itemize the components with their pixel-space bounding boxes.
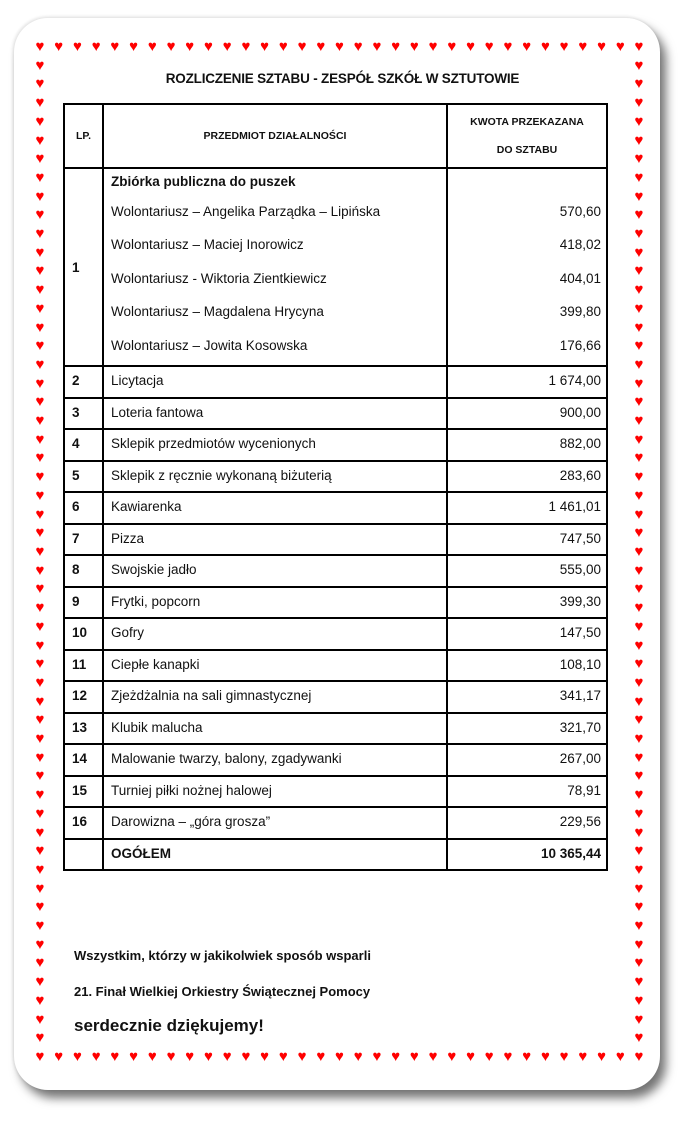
header-amount-line1: KWOTA PRZEKAZANA bbox=[470, 116, 584, 128]
heart-icon: ♥ bbox=[634, 599, 644, 617]
row-amount: 283,60 bbox=[447, 461, 607, 493]
heart-icon: ♥ bbox=[634, 243, 644, 261]
row-description: Ciepłe kanapki bbox=[103, 650, 447, 682]
row-lp: 10 bbox=[64, 618, 103, 650]
heart-icon: ♥ bbox=[35, 131, 45, 149]
heart-icon: ♥ bbox=[110, 1048, 120, 1065]
heart-icon: ♥ bbox=[634, 393, 644, 411]
heart-icon: ♥ bbox=[353, 38, 363, 55]
heart-icon: ♥ bbox=[466, 38, 475, 55]
heart-icon: ♥ bbox=[634, 673, 644, 691]
row-description: Loteria fantowa bbox=[103, 398, 447, 430]
heart-icon: ♥ bbox=[147, 1048, 157, 1065]
heart-icon: ♥ bbox=[129, 1048, 139, 1065]
heart-icon: ♥ bbox=[35, 187, 45, 205]
heart-icon: ♥ bbox=[35, 917, 45, 935]
thanks-line-2: 21. Finał Wielkiej Orkiestry Świątecznej Pomocy bbox=[74, 984, 371, 999]
row-lp: 16 bbox=[64, 807, 103, 839]
heart-icon: ♥ bbox=[634, 730, 644, 748]
heart-icon: ♥ bbox=[391, 1048, 401, 1065]
row-description: Turniej piłki nożnej halowej bbox=[103, 776, 447, 808]
heart-icon: ♥ bbox=[634, 917, 644, 935]
heart-icon: ♥ bbox=[35, 786, 45, 804]
heart-icon: ♥ bbox=[634, 823, 644, 841]
heart-icon: ♥ bbox=[35, 991, 45, 1009]
heart-icon: ♥ bbox=[634, 206, 644, 224]
heart-icon: ♥ bbox=[634, 337, 644, 355]
heart-icon: ♥ bbox=[634, 486, 644, 504]
heart-icon: ♥ bbox=[129, 38, 139, 55]
heart-icon: ♥ bbox=[447, 38, 457, 55]
row-lp: 3 bbox=[64, 398, 103, 430]
heart-icon: ♥ bbox=[634, 374, 644, 392]
heart-icon: ♥ bbox=[222, 1048, 232, 1065]
heart-icon: ♥ bbox=[35, 56, 45, 74]
table-header bbox=[64, 104, 607, 168]
row-amount: 321,70 bbox=[447, 713, 607, 745]
header-amount bbox=[447, 104, 607, 168]
heart-icon: ♥ bbox=[204, 38, 213, 55]
table-row bbox=[64, 555, 607, 587]
header-lp: LP. bbox=[64, 104, 103, 168]
heart-icon: ♥ bbox=[35, 524, 45, 542]
heart-icon: ♥ bbox=[72, 1048, 82, 1065]
row-amount: 147,50 bbox=[447, 618, 607, 650]
row-description bbox=[103, 168, 447, 366]
heart-icon: ♥ bbox=[634, 617, 644, 635]
row-lp: 5 bbox=[64, 461, 103, 493]
heart-icon: ♥ bbox=[222, 38, 232, 55]
heart-icon: ♥ bbox=[634, 505, 644, 523]
heart-icon: ♥ bbox=[35, 449, 45, 467]
heart-icon: ♥ bbox=[335, 1048, 344, 1065]
heart-icon: ♥ bbox=[634, 804, 644, 822]
heart-icon: ♥ bbox=[634, 954, 644, 972]
heart-icon: ♥ bbox=[35, 711, 45, 729]
heart-icon: ♥ bbox=[372, 1048, 382, 1065]
group-heading: Zbiórka publiczna do puszek bbox=[111, 174, 296, 189]
volunteer-amount: 418,02 bbox=[559, 237, 601, 253]
heart-icon: ♥ bbox=[316, 1048, 326, 1065]
heart-icon: ♥ bbox=[634, 225, 644, 243]
heart-icon: ♥ bbox=[634, 991, 644, 1009]
row-amount: 882,00 bbox=[447, 429, 607, 461]
heart-icon: ♥ bbox=[484, 38, 494, 55]
heart-icon: ♥ bbox=[35, 355, 45, 373]
heart-icon: ♥ bbox=[634, 973, 644, 991]
heart-icon: ♥ bbox=[353, 1048, 363, 1065]
heart-icon: ♥ bbox=[522, 1048, 532, 1065]
heart-icon: ♥ bbox=[35, 879, 45, 897]
total-amount: 10 365,44 bbox=[447, 839, 607, 871]
heart-icon: ♥ bbox=[634, 879, 644, 897]
row-lp: 13 bbox=[64, 713, 103, 745]
heart-icon: ♥ bbox=[634, 1029, 644, 1047]
volunteer-amount: 404,01 bbox=[559, 270, 601, 286]
heart-icon: ♥ bbox=[578, 1048, 588, 1065]
heart-icon: ♥ bbox=[35, 1029, 45, 1047]
settlement-table bbox=[63, 103, 608, 871]
heart-icon: ♥ bbox=[634, 580, 644, 598]
total-lp bbox=[64, 839, 103, 871]
row-lp: 4 bbox=[64, 429, 103, 461]
heart-icon: ♥ bbox=[540, 38, 550, 55]
heart-icon: ♥ bbox=[634, 543, 644, 560]
heart-icon: ♥ bbox=[35, 262, 45, 280]
heart-icon: ♥ bbox=[372, 38, 382, 55]
heart-icon: ♥ bbox=[166, 38, 176, 55]
row-description: Kawiarenka bbox=[103, 492, 447, 524]
table-row bbox=[64, 398, 607, 430]
row-lp: 12 bbox=[64, 681, 103, 713]
heart-icon: ♥ bbox=[91, 1048, 101, 1065]
heart-icon: ♥ bbox=[316, 38, 326, 55]
heart-icon: ♥ bbox=[35, 898, 45, 916]
heart-icon: ♥ bbox=[634, 75, 644, 93]
row-amount: 900,00 bbox=[447, 398, 607, 430]
row-amount: 78,91 bbox=[447, 776, 607, 808]
row-description: Pizza bbox=[103, 524, 447, 556]
total-label: OGÓŁEM bbox=[103, 839, 447, 871]
row-description: Malowanie twarzy, balony, zgadywanki bbox=[103, 744, 447, 776]
heart-icon: ♥ bbox=[35, 1048, 45, 1065]
heart-icon: ♥ bbox=[634, 636, 644, 654]
heart-icon: ♥ bbox=[597, 38, 607, 55]
heart-icon: ♥ bbox=[278, 38, 288, 55]
row-lp: 2 bbox=[64, 366, 103, 398]
heart-icon: ♥ bbox=[484, 1048, 494, 1065]
heart-icon: ♥ bbox=[35, 38, 45, 55]
heart-icon: ♥ bbox=[35, 112, 45, 130]
heart-icon: ♥ bbox=[35, 954, 45, 972]
heart-icon: ♥ bbox=[634, 430, 644, 448]
heart-icon: ♥ bbox=[578, 38, 588, 55]
heart-icon: ♥ bbox=[54, 38, 64, 55]
heart-icon: ♥ bbox=[634, 449, 644, 467]
heart-icon: ♥ bbox=[35, 150, 45, 168]
heart-icon: ♥ bbox=[634, 56, 644, 74]
heart-icon: ♥ bbox=[91, 38, 101, 55]
volunteer-name: Wolontariusz – Magdalena Hrycyna bbox=[111, 304, 324, 320]
row-description: Sklepik przedmiotów wycenionych bbox=[103, 429, 447, 461]
heart-icon: ♥ bbox=[634, 711, 644, 729]
volunteer-name: Wolontariusz – Jowita Kosowska bbox=[111, 337, 308, 353]
heart-icon: ♥ bbox=[185, 1048, 195, 1065]
row-description: Zjeżdżalnia na sali gimnastycznej bbox=[103, 681, 447, 713]
row-lp: 6 bbox=[64, 492, 103, 524]
heart-icon: ♥ bbox=[241, 1048, 251, 1065]
volunteer-amount: 399,80 bbox=[559, 304, 601, 320]
heart-icon: ♥ bbox=[35, 673, 45, 691]
heart-icon: ♥ bbox=[634, 299, 644, 317]
heart-icon: ♥ bbox=[634, 898, 644, 916]
table-row bbox=[64, 618, 607, 650]
heart-icon: ♥ bbox=[540, 1048, 550, 1065]
heart-icon: ♥ bbox=[35, 337, 45, 355]
heart-icon: ♥ bbox=[297, 1048, 307, 1065]
heart-icon: ♥ bbox=[409, 38, 419, 55]
table-row bbox=[64, 776, 607, 808]
heart-icon: ♥ bbox=[35, 935, 45, 953]
heart-icon: ♥ bbox=[634, 412, 644, 430]
heart-icon: ♥ bbox=[634, 1010, 644, 1028]
heart-icon: ♥ bbox=[634, 748, 644, 766]
row-description: Licytacja bbox=[103, 366, 447, 398]
heart-icon: ♥ bbox=[466, 1048, 475, 1065]
heart-icon: ♥ bbox=[260, 38, 270, 55]
volunteer-name: Wolontariusz - Wiktoria Zientkiewicz bbox=[111, 270, 327, 286]
heart-icon: ♥ bbox=[110, 38, 120, 55]
volunteer-name: Wolontariusz – Angelika Parządka – Lipińska bbox=[111, 204, 381, 219]
heart-icon: ♥ bbox=[634, 468, 644, 486]
heart-icon: ♥ bbox=[35, 842, 45, 860]
row-amount: 341,17 bbox=[447, 681, 607, 713]
heart-icon: ♥ bbox=[634, 767, 644, 785]
table-row bbox=[64, 744, 607, 776]
heart-icon: ♥ bbox=[597, 1048, 607, 1065]
row-amount: 108,10 bbox=[447, 650, 607, 682]
heart-icon: ♥ bbox=[615, 1048, 625, 1065]
heart-icon: ♥ bbox=[35, 168, 45, 186]
heart-icon: ♥ bbox=[35, 580, 45, 598]
heart-icon: ♥ bbox=[147, 38, 157, 55]
heart-icon: ♥ bbox=[35, 767, 45, 785]
table-row bbox=[64, 524, 607, 556]
heart-icon: ♥ bbox=[634, 318, 644, 336]
heart-icon: ♥ bbox=[634, 842, 644, 860]
heart-icon: ♥ bbox=[35, 430, 45, 448]
heart-icon: ♥ bbox=[634, 561, 644, 579]
heart-icon: ♥ bbox=[335, 38, 344, 55]
heart-icon: ♥ bbox=[297, 38, 307, 55]
heart-icon: ♥ bbox=[409, 1048, 419, 1065]
heart-icon: ♥ bbox=[35, 468, 45, 486]
row-description: Swojskie jadło bbox=[103, 555, 447, 587]
heart-icon: ♥ bbox=[260, 1048, 270, 1065]
table-row bbox=[64, 492, 607, 524]
heart-icon: ♥ bbox=[185, 38, 195, 55]
heart-icon: ♥ bbox=[35, 75, 45, 93]
row-lp: 8 bbox=[64, 555, 103, 587]
heart-icon: ♥ bbox=[35, 730, 45, 748]
row-description: Darowizna – „góra grosza” bbox=[103, 807, 447, 839]
row-lp: 14 bbox=[64, 744, 103, 776]
heart-icon: ♥ bbox=[72, 38, 82, 55]
heart-icon: ♥ bbox=[559, 38, 569, 55]
page-title: ROZLICZENIE SZTABU - ZESPÓŁ SZKÓŁ W SZTUTOWIE bbox=[165, 71, 520, 86]
heart-icon: ♥ bbox=[35, 804, 45, 822]
volunteer-amount: 570,60 bbox=[559, 204, 601, 219]
heart-icon: ♥ bbox=[204, 1048, 213, 1065]
row-lp: 15 bbox=[64, 776, 103, 808]
row-amount: 267,00 bbox=[447, 744, 607, 776]
table-row bbox=[64, 587, 607, 619]
heart-icon: ♥ bbox=[634, 262, 644, 280]
heart-icon: ♥ bbox=[35, 243, 45, 261]
heart-icon: ♥ bbox=[35, 561, 45, 579]
heart-icon: ♥ bbox=[35, 299, 45, 317]
table-row-group bbox=[64, 168, 607, 366]
row-description: Frytki, popcorn bbox=[103, 587, 447, 619]
heart-icon: ♥ bbox=[634, 150, 644, 168]
heart-icon: ♥ bbox=[634, 168, 644, 186]
heart-icon: ♥ bbox=[35, 318, 45, 336]
row-amount: 1 461,01 bbox=[447, 492, 607, 524]
heart-icon: ♥ bbox=[35, 543, 45, 560]
heart-icon: ♥ bbox=[35, 599, 45, 617]
heart-icon: ♥ bbox=[428, 38, 438, 55]
heart-icon: ♥ bbox=[35, 374, 45, 392]
heart-icon: ♥ bbox=[634, 786, 644, 804]
row-lp: 9 bbox=[64, 587, 103, 619]
heart-icon: ♥ bbox=[35, 505, 45, 523]
heart-icon: ♥ bbox=[35, 486, 45, 504]
heart-icon: ♥ bbox=[35, 206, 45, 224]
thanks-line-1: Wszystkim, którzy w jakikolwiek sposób wsparli bbox=[74, 948, 371, 963]
heart-icon: ♥ bbox=[35, 655, 45, 673]
volunteer-amount: 176,66 bbox=[559, 337, 601, 353]
table-row bbox=[64, 807, 607, 839]
heart-icon: ♥ bbox=[522, 38, 532, 55]
heart-icon: ♥ bbox=[391, 38, 401, 55]
heart-icon: ♥ bbox=[634, 281, 644, 299]
table-row bbox=[64, 681, 607, 713]
heart-icon: ♥ bbox=[634, 355, 644, 373]
heart-icon: ♥ bbox=[35, 973, 45, 991]
heart-icon: ♥ bbox=[35, 692, 45, 710]
row-description: Klubik malucha bbox=[103, 713, 447, 745]
heart-icon: ♥ bbox=[634, 187, 644, 205]
heart-icon: ♥ bbox=[428, 1048, 438, 1065]
heart-icon: ♥ bbox=[634, 524, 644, 542]
row-lp: 11 bbox=[64, 650, 103, 682]
table-row bbox=[64, 650, 607, 682]
heart-icon: ♥ bbox=[447, 1048, 457, 1065]
row-amount bbox=[447, 168, 607, 366]
row-amount: 229,56 bbox=[447, 807, 607, 839]
heart-icon: ♥ bbox=[35, 393, 45, 411]
heart-icon: ♥ bbox=[35, 823, 45, 841]
heart-icon: ♥ bbox=[35, 748, 45, 766]
row-amount: 399,30 bbox=[447, 587, 607, 619]
row-amount: 555,00 bbox=[447, 555, 607, 587]
heart-icon: ♥ bbox=[634, 94, 644, 112]
heart-icon: ♥ bbox=[634, 692, 644, 710]
row-lp: 7 bbox=[64, 524, 103, 556]
heart-icon: ♥ bbox=[35, 617, 45, 635]
table-row bbox=[64, 461, 607, 493]
row-description: Sklepik z ręcznie wykonaną biżuterią bbox=[103, 461, 447, 493]
heart-icon: ♥ bbox=[634, 38, 644, 55]
thanks-line-3: serdecznie dziękujemy! bbox=[74, 1016, 264, 1035]
heart-icon: ♥ bbox=[503, 1048, 513, 1065]
heart-icon: ♥ bbox=[35, 860, 45, 878]
heart-icon: ♥ bbox=[35, 281, 45, 299]
heart-icon: ♥ bbox=[634, 112, 644, 130]
heart-icon: ♥ bbox=[35, 1010, 45, 1028]
row-lp: 1 bbox=[64, 168, 103, 366]
heart-icon: ♥ bbox=[634, 860, 644, 878]
heart-icon: ♥ bbox=[35, 225, 45, 243]
volunteer-name: Wolontariusz – Maciej Inorowicz bbox=[111, 237, 304, 253]
heart-icon: ♥ bbox=[559, 1048, 569, 1065]
row-amount: 1 674,00 bbox=[447, 366, 607, 398]
heart-icon: ♥ bbox=[166, 1048, 176, 1065]
header-amount-line2: DO SZTABU bbox=[496, 144, 558, 156]
heart-icon: ♥ bbox=[634, 655, 644, 673]
heart-icon: ♥ bbox=[35, 412, 45, 430]
heart-icon: ♥ bbox=[634, 131, 644, 149]
row-description: Gofry bbox=[103, 618, 447, 650]
heart-icon: ♥ bbox=[241, 38, 251, 55]
heart-icon: ♥ bbox=[278, 1048, 288, 1065]
total-row bbox=[64, 839, 607, 871]
row-amount: 747,50 bbox=[447, 524, 607, 556]
header-subject: PRZEDMIOT DZIAŁALNOŚCI bbox=[103, 104, 447, 168]
heart-icon: ♥ bbox=[35, 94, 45, 112]
heart-icon: ♥ bbox=[54, 1048, 64, 1065]
table-row bbox=[64, 429, 607, 461]
table-row bbox=[64, 713, 607, 745]
heart-icon: ♥ bbox=[35, 636, 45, 654]
table-row bbox=[64, 366, 607, 398]
heart-icon: ♥ bbox=[503, 38, 513, 55]
heart-icon: ♥ bbox=[634, 1048, 644, 1065]
heart-icon: ♥ bbox=[615, 38, 625, 55]
heart-icon: ♥ bbox=[634, 935, 644, 953]
